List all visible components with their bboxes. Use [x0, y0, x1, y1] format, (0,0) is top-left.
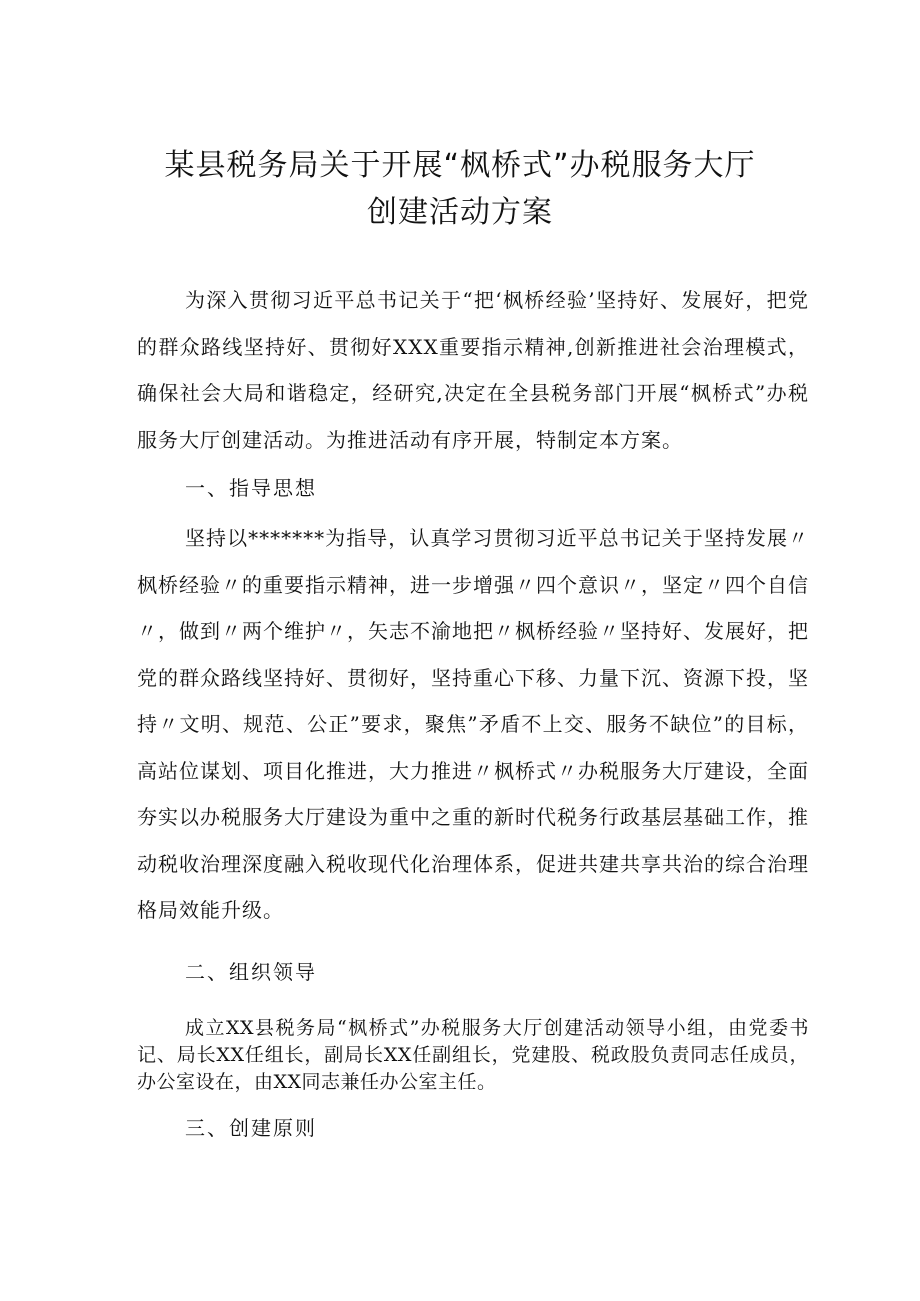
section-heading-principles: 三、创建原则 — [185, 1116, 317, 1140]
document-title-line-2: 创建活动方案 — [367, 195, 553, 230]
section-heading-organization: 二、组织领导 — [185, 960, 317, 984]
intro-paragraph: 为深入贯彻习近平总书记关于“把‘枫桥经验’坚持好、发展好，把党的群众路线坚持好、贯彻好XXX重要指示精神,创新推进社会治理模式，确保社会大局和谐稳定，经研究,决定在全县税务部门开展“枫桥式”办税服务大厅创建活动。为推进活动有序开展，特制定本方案。 — [137, 288, 809, 452]
document-title-line-1: 某县税务局关于开展“枫桥式”办税服务大厅 — [164, 148, 756, 183]
section-body-organization: 成立XX县税务局“枫桥式”办税服务大厅创建活动领导小组，由党委书记、局长XX任组长，副局长XX任副组长，党建股、税政股负责同志任成员，办公室设在，由XX同志兼任办公室主任。 — [137, 1017, 809, 1093]
section-heading-guiding-ideology: 一、指导思想 — [185, 476, 317, 500]
section-body-guiding-ideology: 坚持以*******为指导，认真学习贯彻习近平总书记关于坚持发展〃枫桥经验〃的重要指示精神，进一步增强〃四个意识〃，坚定〃四个自信〃，做到〃两个维护〃，矢志不渝地把〃枫桥经验〃坚持好、发展好，把党的群众路线坚持好、贯彻好，坚持重心下移、力量下沉、资源下投，坚持〃文明、规范、公正”要求，聚焦”矛盾不上交、服务不缺位”的目标，高站位谋划、项目化推进，大力推进〃枫桥式〃办税服务大厅建设，全面夯实以办税服务大厅建设为重中之重的新时代税务行政基层基础工作，推动税收治理深度融入税收现代化治理体系，促进共建共享共治的综合治理格局效能升级。 — [137, 526, 809, 922]
